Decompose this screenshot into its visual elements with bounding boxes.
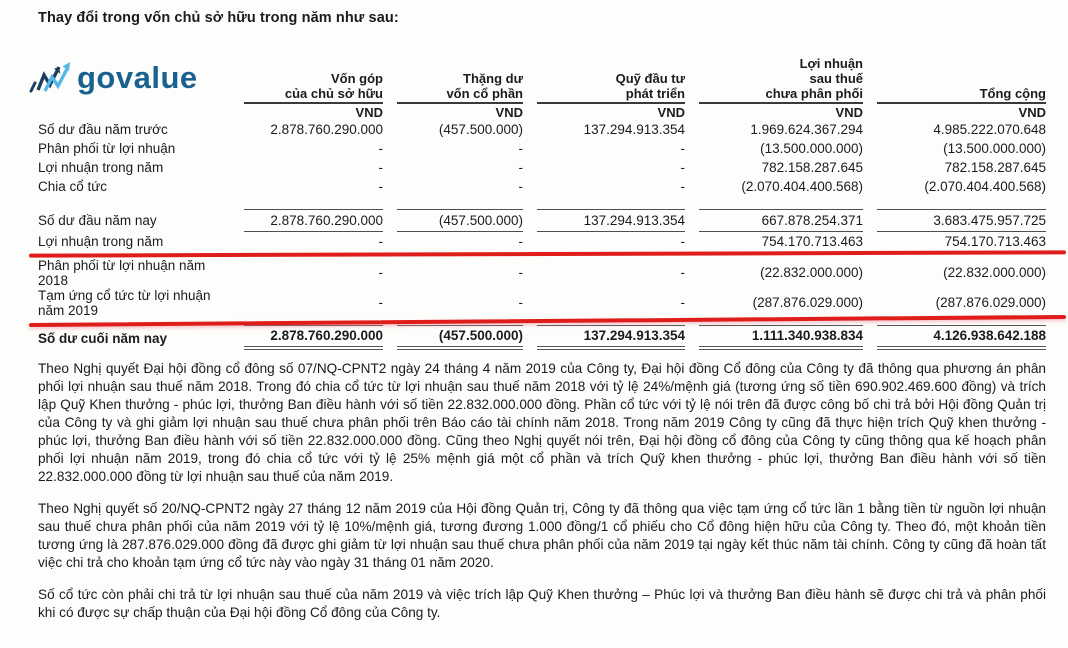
table-row: [38, 196, 1046, 232]
cell-value: -: [378, 295, 383, 310]
table-row: [38, 325, 1046, 351]
cell-value: (2.070.404.400.568): [741, 179, 863, 194]
unit-label: VND: [835, 105, 863, 120]
cell-value: -: [680, 233, 685, 249]
cell-value: 754.170.713.463: [761, 233, 863, 249]
paragraph-resolution-20: Theo Nghị quyết số 20/NQ-CPNT2 ngày 27 tháng 12 năm 2019 của Hội đồng Quản trị, Công ty đã thông qua việc tạm ứng cổ tức lần 1 bằng tiền từ nguồn lợi nhuận sau thuế chưa phân phối của năm 2019 với tỷ lệ 10%/mệnh giá, tương đương 1.000 đồng/1 cổ phiếu cho Cổ đông hiện hữu của Công ty. Theo đó, một khoản tiền tương ứng là 287.876.029.000 đồng đã được ghi giảm từ lợi nhuận sau thuế chưa phân phối của năm 2019 tại ngày kết thúc năm tài chính. Công ty cũng đã hoàn tất việc chi trả cho khoản tạm ứng cổ tức này vào ngày 31 tháng 01 năm 2020.: [38, 501, 1046, 570]
column-header: [523, 56, 685, 120]
row-label: Lợi nhuận trong năm: [38, 233, 164, 249]
cell-value: (287.876.029.000): [935, 295, 1046, 310]
cell-value: 137.294.913.354: [583, 122, 685, 137]
cell-value: -: [518, 160, 523, 175]
page-title: Thay đổi trong vốn chủ sở hữu trong năm như sau:: [38, 10, 399, 26]
column-header: [230, 56, 383, 120]
logo-wordmark: govalue: [77, 60, 198, 95]
paragraph-resolution-07: Theo Nghị quyết Đại hội đồng cổ đông số 07/NQ-CPNT2 ngày 24 tháng 4 năm 2019 của Công ty, Đại hội đồng Cổ đông của Công ty đã thông qua phương án phân phối lợi nhuận sau thuế năm 2018. Trong đó chia cổ tức từ lợi nhuận sau thuế năm 2018 với tỷ lệ 24%/mệnh giá (tương ứng số tiền 690.902.469.600 đồng) và trích lập Quỹ Khen thưởng - phúc lợi, thưởng Ban điều hành với số tiền 22.832.000.000 đồng. Phần cổ tức với tỷ lệ nói trên đã được công bố chi trả bởi Hội đồng Quản trị của Công ty và ghi giảm lợi nhuận sau thuế chưa phân phối trên Báo cáo tài chính năm 2018. Trong năm 2019 Công ty cũng đã thực hiện trích Quỹ khen thưởng - phúc lợi, thưởng Ban điều hành với số tiền 22.832.000.000 đồng. Cũng theo Nghị quyết nói trên, Đại hội đồng cổ đông của Công ty cũng thông qua kế hoạch phân phối lợi nhuận năm 2019, trong đó chia cổ tức với tỷ lệ 25% mệnh giá một cổ phần và trích Quỹ khen thưởng - phúc lợi, thưởng Ban điều hành với số tiền 22.832.000.000 đồng từ lợi nhuận sau thuế của năm 2019.: [38, 361, 1046, 484]
cell-value: 4.126.938.642.188: [863, 325, 1046, 351]
equity-change-table: [38, 56, 1046, 350]
cell-value: (457.500.000): [438, 122, 523, 137]
cell-value: -: [378, 233, 383, 249]
cell-value: 3.683.475.957.725: [863, 196, 1046, 232]
column-header-label: Lợi nhuận sau thuế chưa phân phối: [699, 56, 863, 104]
row-label: Lợi nhuận trong năm: [38, 160, 164, 175]
table-row: [38, 288, 1046, 318]
table-row: [38, 232, 1046, 251]
cell-value: -: [518, 179, 523, 194]
equity-table-head: [38, 56, 1046, 120]
cell-value: 137.294.913.354: [523, 325, 685, 351]
paragraph-remaining-dividend: Số cổ tức còn phải chi trả từ lợi nhuận sau thuế của năm 2019 và việc trích lập Quỹ Khen thưởng – Phúc lợi và thưởng Ban điều hành sẽ được chi trả và phân phối khi có được sự chấp thuận của Đại hội đồng Cổ đông của Công ty.: [38, 587, 1046, 620]
cell-value: (22.832.000.000): [760, 265, 863, 280]
cell-value: -: [680, 160, 685, 175]
cell-value: (22.832.000.000): [943, 265, 1046, 280]
equity-table-body: [38, 120, 1046, 350]
cell-value: 667.878.254.371: [685, 196, 863, 232]
row-label: Số dư đầu năm nay: [38, 212, 157, 228]
row-label: Phân phối từ lợi nhuận: [38, 141, 176, 156]
header-row: [38, 56, 1046, 120]
cell-value: -: [680, 179, 685, 194]
unit-label: VND: [495, 105, 523, 120]
label-column-header: [38, 56, 230, 120]
column-header: [685, 56, 863, 120]
column-header: [383, 56, 523, 120]
column-header-label: Vốn góp của chủ sở hữu: [244, 71, 383, 104]
row-label: Phân phối từ lợi nhuận năm 2018: [38, 257, 206, 288]
cell-value: -: [518, 233, 523, 249]
cell-value: 2.878.760.290.000: [230, 325, 383, 351]
annotation-row: [38, 251, 1046, 258]
annotation-row: [38, 318, 1046, 325]
table-row: [38, 120, 1046, 139]
cell-value: 754.170.713.463: [944, 233, 1046, 249]
cell-value: 1.111.340.938.834: [685, 325, 863, 351]
column-header: [863, 56, 1046, 120]
row-label: Số dư cuối năm nay: [38, 331, 168, 347]
unit-label: VND: [657, 105, 685, 120]
unit-label: VND: [355, 105, 383, 120]
cell-value: -: [378, 265, 383, 280]
cell-value: -: [680, 295, 685, 310]
table-row: [38, 158, 1046, 177]
row-label: Tạm ứng cổ tức từ lợi nhuận năm 2019: [38, 287, 211, 318]
column-header-label: Quỹ đầu tư phát triển: [537, 71, 685, 104]
table-row: [38, 258, 1046, 288]
cell-value: 4.985.222.070.648: [933, 122, 1046, 137]
cell-value: -: [680, 265, 685, 280]
table-row: [38, 177, 1046, 196]
cell-value: 782.158.287.645: [761, 160, 863, 175]
column-header-label: Tổng cộng: [877, 86, 1046, 104]
cell-value: (457.500.000): [383, 325, 523, 351]
cell-value: 137.294.913.354: [523, 196, 685, 232]
cell-value: 782.158.287.645: [944, 160, 1046, 175]
cell-value: -: [378, 179, 383, 194]
row-label: Số dư đầu năm trước: [38, 122, 168, 137]
unit-label: VND: [1018, 105, 1046, 120]
cell-value: -: [518, 265, 523, 280]
cell-value: (13.500.000.000): [943, 141, 1046, 156]
cell-value: (13.500.000.000): [760, 141, 863, 156]
cell-value: -: [518, 295, 523, 310]
cell-value: (457.500.000): [383, 196, 523, 232]
cell-value: -: [378, 160, 383, 175]
cell-value: -: [518, 141, 523, 156]
cell-value: 2.878.760.290.000: [230, 196, 383, 232]
cell-value: (2.070.404.400.568): [924, 179, 1046, 194]
column-header-label: Thặng dư vốn cổ phần: [397, 71, 523, 104]
cell-value: -: [378, 141, 383, 156]
notes-section: [38, 360, 1046, 636]
cell-value: 2.878.760.290.000: [270, 122, 383, 137]
cell-value: (287.876.029.000): [752, 295, 863, 310]
cell-value: 1.969.624.367.294: [750, 122, 863, 137]
cell-value: -: [680, 141, 685, 156]
row-label: Chia cổ tức: [38, 179, 108, 194]
table-row: [38, 139, 1046, 158]
